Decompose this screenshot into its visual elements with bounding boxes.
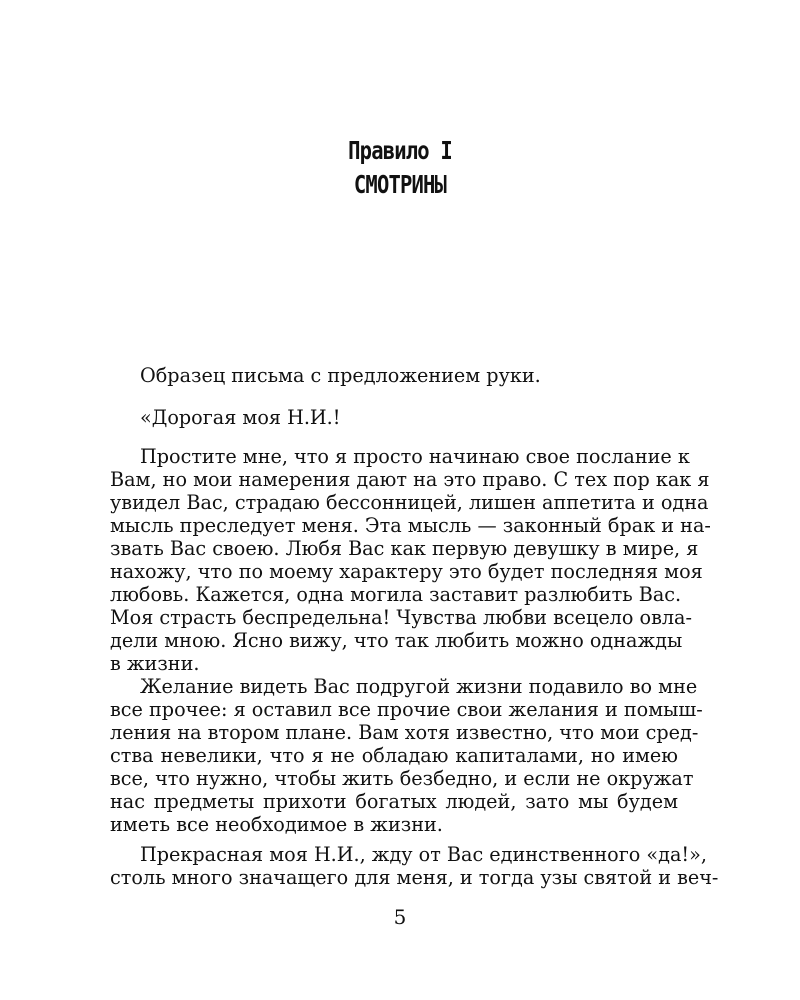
body-line: мысль преследует меня. Эта мысль — законный брак и на-	[110, 514, 711, 537]
page-number: 5	[393, 905, 407, 929]
body-line: любовь. Кажется, одна могила заставит разлюбить Вас.	[110, 583, 682, 606]
body-line: Желание видеть Вас подругой жизни подавило во мне	[140, 675, 698, 698]
body-line: дели мною. Ясно вижу, что так любить можно однажды	[110, 629, 683, 652]
chapter-title-heading: СМОТРИНЫ	[353, 170, 447, 199]
body-line: Прекрасная моя Н.И., жду от Вас единственного «да!»,	[140, 843, 707, 866]
body-line: звать Вас своею. Любя Вас как первую девушку в мире, я	[110, 537, 699, 560]
body-line: Простите мне, что я просто начинаю свое послание к	[140, 445, 690, 468]
body-line: увидел Вас, страдаю бессонницей, лишен аппетита и одна	[110, 491, 709, 514]
body-line: все, что нужно, чтобы жить безбедно, и если не окружат	[110, 767, 694, 790]
body-line: нахожу, что по моему характеру это будет последняя моя	[110, 560, 703, 583]
body-line: в жизни.	[110, 652, 200, 675]
body-line: нас предметы прихоти богатых людей, зато мы будем	[110, 790, 678, 813]
body-line: Моя страсть беспредельна! Чувства любви всецело овла-	[110, 606, 692, 629]
salutation-line: «Дорогая моя Н.И.!	[140, 406, 341, 429]
body-line: все прочее: я оставил все прочие свои желания и помыш-	[110, 698, 703, 721]
body-line: столь много значащего для меня, и тогда узы святой и веч-	[110, 866, 719, 889]
chapter-rule-heading: Правило I	[348, 136, 452, 165]
body-line: ства невелики, что я не обладаю капиталами, но имею	[110, 744, 678, 767]
body-line: ления на втором плане. Вам хотя известно, что мои сред-	[110, 721, 699, 744]
intro-line: Образец письма с предложением руки.	[140, 364, 541, 387]
body-line: Вам, но мои намерения дают на это право. С тех пор как я	[110, 468, 710, 491]
body-line: иметь все необходимое в жизни.	[110, 813, 443, 836]
